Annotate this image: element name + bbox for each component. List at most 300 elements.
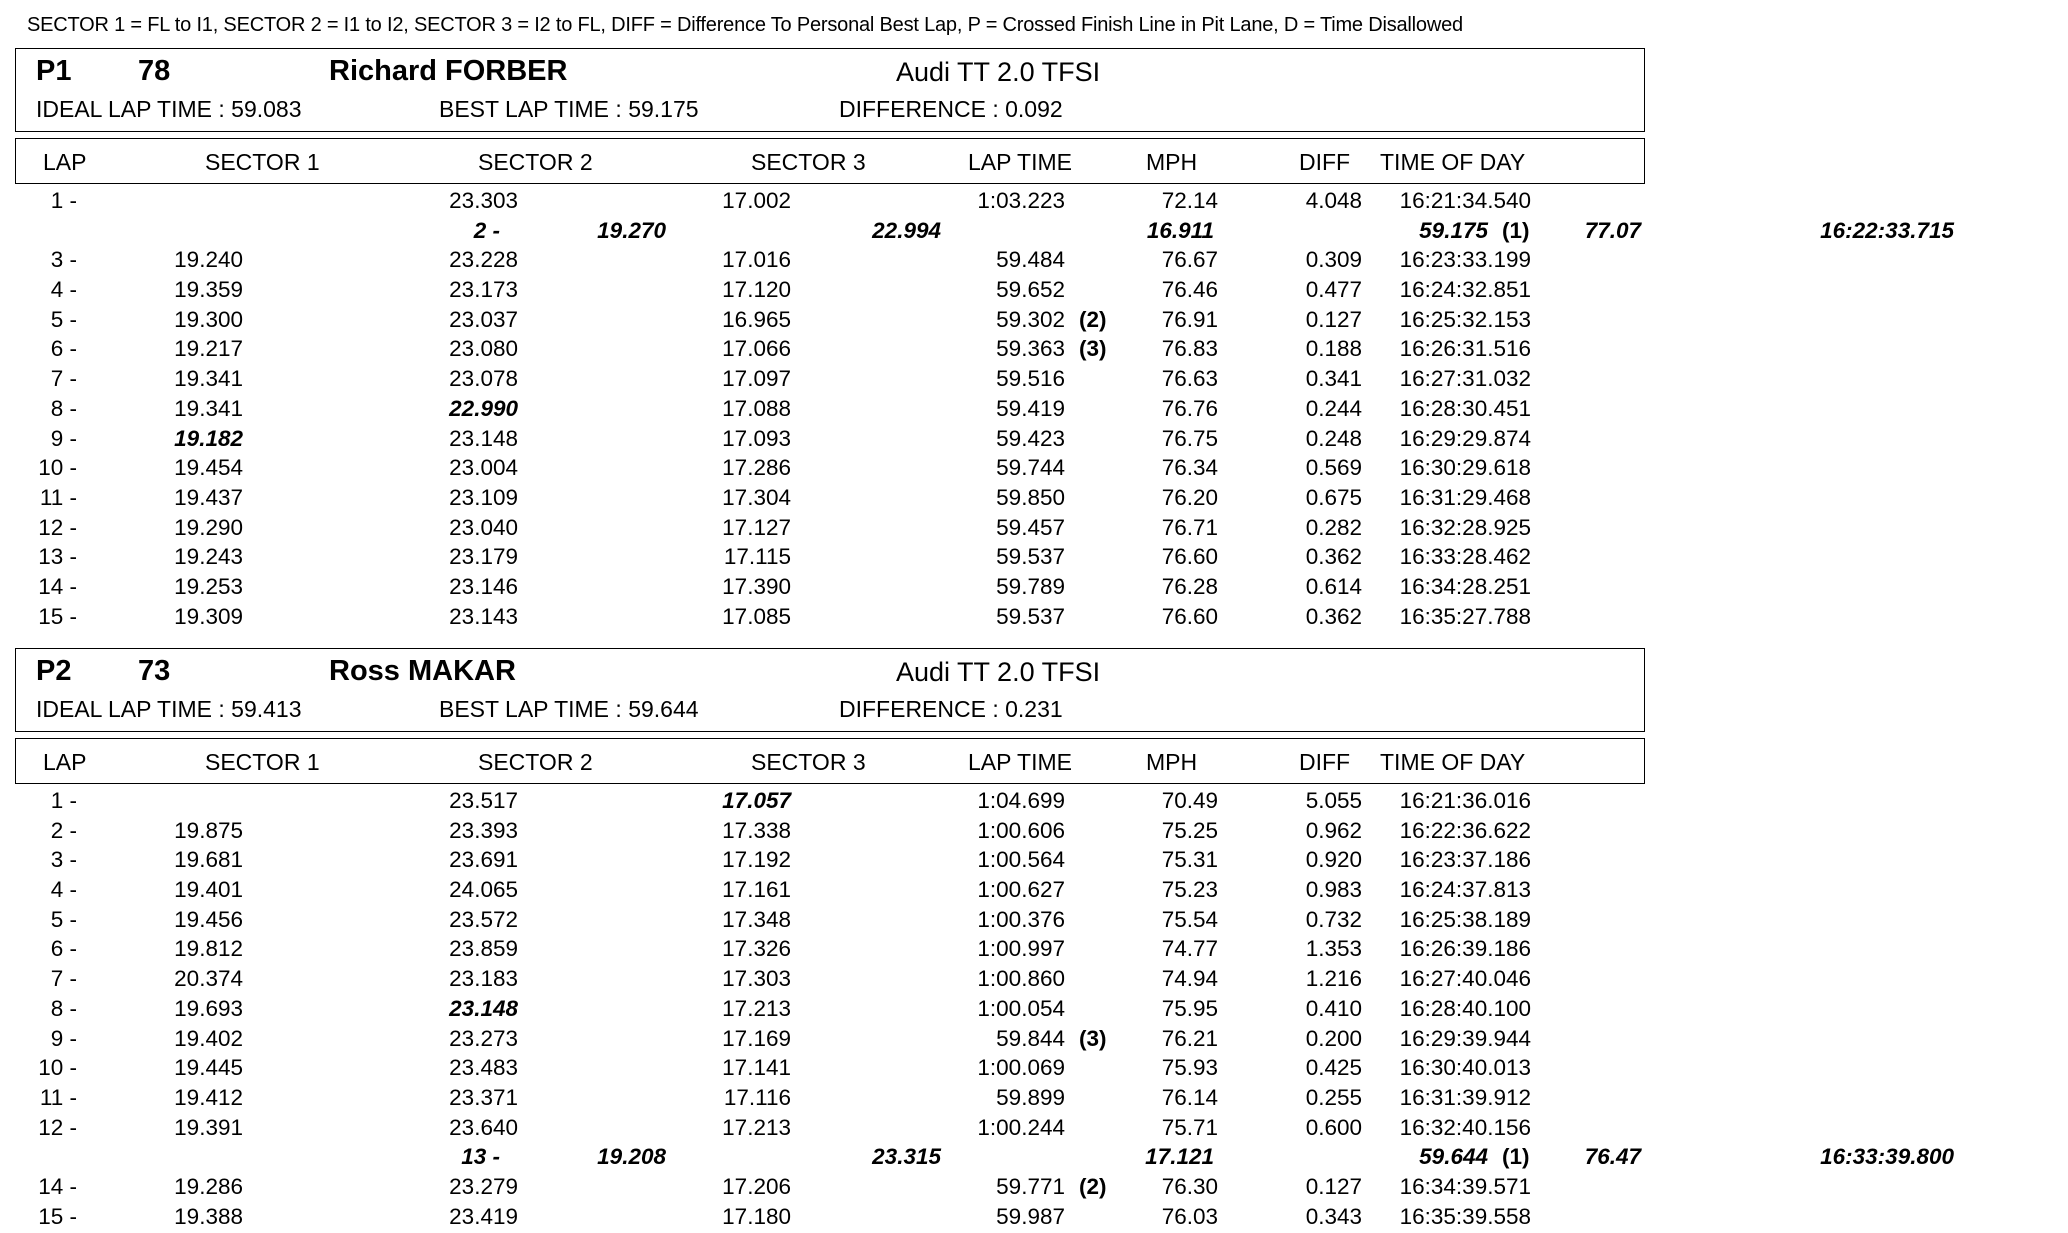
table-row: [15, 996, 1645, 1026]
cell-lap: 9 -: [50, 1025, 77, 1051]
best-lap-time: BEST LAP TIME : 59.175: [439, 96, 699, 122]
cell-sector-2: 23.183: [449, 966, 518, 992]
lap-difference: DIFFERENCE : 0.231: [839, 696, 1063, 722]
cell-time-of-day: 16:24:32.851: [1399, 277, 1531, 303]
cell-lap-time: 59.175: [1419, 217, 1488, 243]
cell-lap: 4 -: [50, 877, 77, 903]
cell-sector-3: 17.161: [722, 877, 791, 903]
cell-sector-3: 17.286: [722, 455, 791, 481]
cell-lap: 11 -: [39, 1084, 77, 1110]
cell-sector-2: 23.572: [449, 906, 518, 932]
cell-lap-time: 59.789: [996, 573, 1065, 599]
driver-name: Richard FORBER: [329, 55, 568, 87]
cell-sector-3: 17.169: [722, 1025, 791, 1051]
cell-sector-3: 17.120: [722, 277, 791, 303]
cell-lap-time: 1:00.564: [977, 847, 1065, 873]
cell-sector-1: 19.341: [174, 395, 243, 421]
cell-sector-2: 22.994: [872, 217, 941, 243]
double-rule: [15, 131, 1645, 139]
cell-mph: 76.14: [1161, 1084, 1218, 1110]
cell-time-of-day: 16:27:40.046: [1399, 966, 1531, 992]
cell-diff: 0.127: [1305, 1173, 1362, 1199]
table-row: [15, 336, 1645, 366]
cell-mph: 76.71: [1161, 514, 1218, 540]
cell-rank: (1): [1502, 1144, 1530, 1170]
table-row: [15, 907, 1645, 937]
cell-diff: 0.569: [1305, 455, 1362, 481]
cell-lap: 2 -: [473, 217, 500, 243]
cell-lap: 13 -: [38, 544, 77, 570]
table-row: [15, 188, 1645, 218]
cell-mph: 76.75: [1161, 425, 1218, 451]
cell-sector-3: 17.348: [722, 906, 791, 932]
cell-lap-time: 1:00.860: [977, 966, 1065, 992]
cell-lap-time: 1:00.997: [977, 936, 1065, 962]
cell-sector-2: 23.371: [449, 1084, 518, 1110]
cell-lap: 8 -: [50, 995, 77, 1021]
cell-diff: 1.353: [1305, 936, 1362, 962]
cell-mph: 76.91: [1161, 306, 1218, 332]
cell-lap: 6 -: [50, 336, 77, 362]
table-row: [15, 818, 1645, 848]
cell-lap-time: 59.484: [996, 247, 1065, 273]
cell-sector-3: 17.085: [722, 603, 791, 629]
cell-diff: 0.255: [1305, 1084, 1362, 1110]
cell-sector-3: 17.180: [722, 1203, 791, 1229]
cell-sector-1: 19.309: [174, 603, 243, 629]
cell-diff: 0.188: [1305, 336, 1362, 362]
cell-mph: 76.67: [1161, 247, 1218, 273]
table-row: [15, 604, 1645, 634]
cell-time-of-day: 16:24:37.813: [1399, 877, 1531, 903]
table-row: [15, 277, 1645, 307]
cell-time-of-day: 16:22:33.715: [1820, 217, 1954, 243]
cell-sector-1: 19.217: [174, 336, 243, 362]
table-row: [15, 455, 1645, 485]
cell-sector-3: 17.115: [723, 544, 791, 570]
cell-lap-time: 1:03.223: [977, 188, 1065, 213]
cell-sector-2: 23.859: [449, 936, 518, 962]
cell-mph: 75.71: [1161, 1114, 1218, 1140]
cell-mph: 77.07: [1584, 217, 1641, 243]
cell-sector-1: 19.270: [597, 217, 666, 243]
cell-lap: 7 -: [50, 366, 77, 392]
cell-time-of-day: 16:28:40.100: [1399, 995, 1531, 1021]
col-sector-1: SECTOR 1: [205, 149, 320, 175]
cell-lap: 13 -: [461, 1144, 500, 1170]
cell-time-of-day: 16:23:33.199: [1399, 247, 1531, 273]
cell-sector-3: 17.390: [722, 573, 791, 599]
cell-sector-3: 17.192: [722, 847, 791, 873]
col-sector-2: SECTOR 2: [478, 149, 593, 175]
cell-diff: 0.600: [1305, 1114, 1362, 1140]
cell-sector-2: 23.517: [449, 788, 518, 813]
cell-sector-3: 16.911: [1146, 217, 1214, 243]
cell-time-of-day: 16:26:31.516: [1399, 336, 1531, 362]
car-number: 73: [138, 655, 171, 687]
cell-time-of-day: 16:34:28.251: [1399, 573, 1531, 599]
col-sector-3: SECTOR 3: [751, 749, 866, 775]
cell-diff: 0.362: [1305, 544, 1362, 570]
cell-sector-1: 19.391: [174, 1114, 243, 1140]
cell-sector-3: 17.127: [722, 514, 791, 540]
table-row: [15, 788, 1645, 818]
cell-sector-2: 23.640: [449, 1114, 518, 1140]
cell-sector-2: 23.148: [449, 425, 518, 451]
cell-sector-2: 23.040: [449, 514, 518, 540]
cell-sector-2: 23.483: [449, 1055, 518, 1081]
cell-mph: 76.03: [1161, 1203, 1218, 1229]
cell-rank: (3): [1079, 336, 1107, 362]
cell-sector-3: 17.326: [722, 936, 791, 962]
table-row: [15, 366, 1645, 396]
cell-diff: 0.920: [1305, 847, 1362, 873]
cell-sector-3: 17.093: [722, 425, 791, 451]
cell-lap-time: 59.644: [1419, 1144, 1488, 1170]
col-time-of-day: TIME OF DAY: [1380, 749, 1526, 775]
cell-time-of-day: 16:23:37.186: [1399, 847, 1531, 873]
driver-position: P1: [36, 55, 72, 87]
driver-header: [15, 48, 1645, 131]
cell-sector-2: 23.393: [449, 817, 518, 843]
cell-sector-1: 20.374: [174, 966, 243, 992]
cell-lap: 14 -: [38, 573, 77, 599]
best-lap-time: BEST LAP TIME : 59.644: [439, 696, 699, 722]
cell-sector-2: 24.065: [449, 877, 518, 903]
table-row: [438, 1144, 2068, 1174]
cell-lap: 4 -: [50, 277, 77, 303]
cell-sector-1: 19.182: [174, 425, 243, 451]
cell-sector-3: 17.066: [722, 336, 791, 362]
col-time-of-day: TIME OF DAY: [1380, 149, 1526, 175]
table-row: [15, 1174, 1645, 1204]
cell-sector-3: 17.097: [722, 366, 791, 392]
cell-mph: 74.77: [1161, 936, 1218, 962]
cell-sector-3: 17.116: [723, 1084, 791, 1110]
cell-sector-3: 17.213: [722, 1114, 791, 1140]
driver-header: [15, 648, 1645, 731]
cell-sector-1: 19.681: [174, 847, 243, 873]
cell-time-of-day: 16:29:29.874: [1399, 425, 1531, 451]
cell-lap: 10 -: [38, 455, 77, 481]
car-model: Audi TT 2.0 TFSI: [896, 657, 1101, 687]
cell-diff: 0.477: [1305, 277, 1362, 303]
col-lap: LAP: [43, 749, 87, 775]
cell-diff: 0.127: [1305, 306, 1362, 332]
cell-mph: 72.14: [1161, 188, 1218, 213]
cell-lap-time: 59.516: [996, 366, 1065, 392]
cell-diff: 0.614: [1305, 573, 1362, 599]
col-sector-1: SECTOR 1: [205, 749, 320, 775]
cell-sector-1: 19.812: [174, 936, 243, 962]
cell-diff: 0.732: [1305, 906, 1362, 932]
cell-time-of-day: 16:27:31.032: [1399, 366, 1531, 392]
cell-mph: 75.93: [1161, 1055, 1218, 1081]
cell-sector-1: 19.240: [174, 247, 243, 273]
cell-time-of-day: 16:31:39.912: [1399, 1084, 1531, 1110]
cell-diff: 0.200: [1305, 1025, 1362, 1051]
table-row: [15, 966, 1645, 996]
cell-lap-time: 59.537: [996, 603, 1065, 629]
cell-time-of-day: 16:30:29.618: [1399, 455, 1531, 481]
cell-diff: 0.341: [1305, 366, 1362, 392]
cell-time-of-day: 16:32:28.925: [1399, 514, 1531, 540]
cell-lap: 12 -: [38, 514, 77, 540]
cell-rank: (2): [1079, 1173, 1107, 1199]
cell-mph: 76.28: [1161, 573, 1218, 599]
cell-time-of-day: 16:21:34.540: [1399, 188, 1531, 213]
cell-sector-3: 17.213: [722, 995, 791, 1021]
cell-time-of-day: 16:25:38.189: [1399, 906, 1531, 932]
cell-lap: 9 -: [50, 425, 77, 451]
cell-lap: 2 -: [50, 817, 77, 843]
car-number: 78: [138, 55, 171, 87]
cell-lap-time: 1:00.054: [977, 995, 1065, 1021]
cell-sector-2: 23.419: [449, 1203, 518, 1229]
table-row: [15, 847, 1645, 877]
cell-mph: 75.25: [1161, 817, 1218, 843]
cell-mph: 76.21: [1161, 1025, 1218, 1051]
table-row: [15, 485, 1645, 515]
cell-sector-2: 23.279: [449, 1173, 518, 1199]
cell-sector-3: 17.121: [1145, 1144, 1214, 1170]
cell-lap: 15 -: [38, 1203, 77, 1229]
cell-diff: 0.343: [1305, 1203, 1362, 1229]
column-headers: [15, 739, 1645, 784]
cell-sector-1: 19.388: [174, 1203, 243, 1229]
driver-block-1: [15, 48, 1954, 629]
cell-sector-1: 19.253: [174, 573, 243, 599]
cell-sector-3: 17.057: [722, 788, 791, 813]
cell-sector-3: 17.141: [722, 1055, 791, 1081]
cell-sector-2: 23.315: [872, 1144, 941, 1170]
cell-sector-3: 17.303: [722, 966, 791, 992]
cell-diff: 4.048: [1305, 188, 1362, 213]
cell-sector-2: 23.037: [449, 306, 518, 332]
cell-sector-1: 19.401: [174, 877, 243, 903]
cell-lap-time: 59.457: [996, 514, 1065, 540]
table-row: [15, 936, 1645, 966]
cell-sector-3: 17.304: [722, 484, 791, 510]
ideal-lap-time: IDEAL LAP TIME : 59.083: [36, 96, 302, 122]
cell-lap-time: 59.363: [996, 336, 1065, 362]
cell-time-of-day: 16:29:39.944: [1399, 1025, 1531, 1051]
cell-sector-1: 19.300: [174, 306, 243, 332]
cell-sector-3: 16.965: [722, 306, 791, 332]
cell-lap: 1 -: [50, 188, 77, 213]
table-row: [15, 877, 1645, 907]
cell-sector-2: 23.228: [449, 247, 518, 273]
cell-lap-time: 59.899: [996, 1084, 1065, 1110]
cell-sector-1: 19.456: [174, 906, 243, 932]
cell-sector-3: 17.002: [722, 188, 791, 213]
cell-sector-1: 19.290: [174, 514, 243, 540]
cell-lap-time: 59.419: [996, 395, 1065, 421]
column-headers: [15, 139, 1645, 184]
cell-diff: 0.962: [1305, 817, 1362, 843]
table-row: [15, 1055, 1645, 1085]
table-row: [15, 1115, 1645, 1145]
cell-sector-1: 19.693: [174, 995, 243, 1021]
cell-diff: 0.244: [1305, 395, 1362, 421]
cell-sector-2: 23.109: [449, 484, 518, 510]
cell-mph: 76.60: [1161, 603, 1218, 629]
cell-sector-2: 23.303: [449, 188, 518, 213]
cell-diff: 0.282: [1305, 514, 1362, 540]
cell-sector-2: 22.990: [449, 395, 518, 421]
cell-sector-1: 19.286: [174, 1173, 243, 1199]
cell-lap: 14 -: [38, 1173, 77, 1199]
table-row: [15, 1085, 1645, 1115]
cell-diff: 0.362: [1305, 603, 1362, 629]
col-diff: DIFF: [1299, 149, 1351, 175]
table-row: [15, 307, 1645, 337]
cell-time-of-day: 16:26:39.186: [1399, 936, 1531, 962]
car-model: Audi TT 2.0 TFSI: [896, 57, 1101, 87]
cell-lap-time: 59.771: [996, 1173, 1065, 1199]
col-mph: MPH: [1146, 749, 1198, 775]
cell-time-of-day: 16:35:27.788: [1399, 603, 1531, 629]
cell-lap: 3 -: [50, 847, 77, 873]
cell-lap: 8 -: [50, 395, 77, 421]
cell-mph: 74.94: [1161, 966, 1218, 992]
cell-mph: 75.54: [1161, 906, 1218, 932]
cell-lap: 1 -: [50, 788, 77, 813]
cell-time-of-day: 16:28:30.451: [1399, 395, 1531, 421]
cell-sector-2: 23.691: [449, 847, 518, 873]
cell-sector-1: 19.437: [174, 484, 243, 510]
cell-sector-1: 19.341: [174, 366, 243, 392]
cell-sector-3: 17.338: [722, 817, 791, 843]
cell-mph: 76.60: [1161, 544, 1218, 570]
cell-lap-time: 59.652: [996, 277, 1065, 303]
table-row: [15, 544, 1645, 574]
cell-time-of-day: 16:33:28.462: [1399, 544, 1531, 570]
table-row: [15, 574, 1645, 604]
driver-position: P2: [36, 655, 72, 687]
cell-lap: 6 -: [50, 936, 77, 962]
cell-rank: (3): [1079, 1025, 1107, 1051]
cell-sector-2: 23.273: [449, 1025, 518, 1051]
cell-mph: 76.47: [1584, 1144, 1641, 1170]
col-mph: MPH: [1146, 149, 1198, 175]
col-sector-2: SECTOR 2: [478, 749, 593, 775]
cell-diff: 0.675: [1305, 484, 1362, 510]
cell-mph: 75.95: [1161, 995, 1218, 1021]
cell-lap-time: 1:00.244: [977, 1114, 1065, 1140]
cell-sector-3: 17.088: [722, 395, 791, 421]
cell-rank: (2): [1079, 306, 1107, 332]
cell-lap: 5 -: [50, 306, 77, 332]
cell-diff: 0.410: [1305, 995, 1362, 1021]
cell-sector-2: 23.148: [449, 995, 518, 1021]
lap-table: [15, 188, 1954, 629]
cell-lap: 12 -: [38, 1114, 77, 1140]
cell-mph: 76.46: [1161, 277, 1218, 303]
table-row: [15, 426, 1645, 456]
cell-lap-time: 59.850: [996, 484, 1065, 510]
table-row: [15, 515, 1645, 545]
cell-sector-3: 17.016: [722, 247, 791, 273]
cell-mph: 76.30: [1161, 1173, 1218, 1199]
cell-time-of-day: 16:25:32.153: [1399, 306, 1531, 332]
cell-sector-1: 19.412: [174, 1084, 243, 1110]
cell-lap: 11 -: [39, 484, 77, 510]
table-row: [15, 396, 1645, 426]
cell-mph: 76.20: [1161, 484, 1218, 510]
col-sector-3: SECTOR 3: [751, 149, 866, 175]
cell-diff: 0.983: [1305, 877, 1362, 903]
cell-lap: 15 -: [38, 603, 77, 629]
cell-lap: 5 -: [50, 906, 77, 932]
cell-sector-1: 19.402: [174, 1025, 243, 1051]
col-lap: LAP: [43, 149, 87, 175]
cell-diff: 0.248: [1305, 425, 1362, 451]
cell-sector-2: 23.143: [449, 603, 518, 629]
cell-lap-time: 1:00.376: [977, 906, 1065, 932]
cell-sector-1: 19.359: [174, 277, 243, 303]
cell-diff: 0.309: [1305, 247, 1362, 273]
cell-lap-time: 59.423: [996, 425, 1065, 451]
cell-lap-time: 59.987: [996, 1203, 1065, 1229]
cell-lap-time: 1:00.606: [977, 817, 1065, 843]
cell-sector-2: 23.080: [449, 336, 518, 362]
driver-block-2: [15, 648, 1954, 1229]
cell-time-of-day: 16:30:40.013: [1399, 1055, 1531, 1081]
cell-time-of-day: 16:33:39.800: [1820, 1144, 1954, 1170]
ideal-lap-time: IDEAL LAP TIME : 59.413: [36, 696, 302, 722]
cell-time-of-day: 16:34:39.571: [1399, 1173, 1531, 1199]
table-row: [15, 247, 1645, 277]
cell-sector-2: 23.179: [449, 544, 518, 570]
cell-lap-time: 1:00.627: [977, 877, 1065, 903]
cell-lap-time: 59.302: [996, 306, 1065, 332]
cell-sector-1: 19.875: [174, 817, 243, 843]
cell-time-of-day: 16:35:39.558: [1399, 1203, 1531, 1229]
cell-sector-1: 19.445: [174, 1055, 243, 1081]
col-diff: DIFF: [1299, 749, 1351, 775]
cell-rank: (1): [1502, 217, 1530, 243]
cell-sector-1: 19.454: [174, 455, 243, 481]
col-lap-time: LAP TIME: [968, 149, 1072, 175]
lap-difference: DIFFERENCE : 0.092: [839, 96, 1063, 122]
cell-sector-3: 17.206: [722, 1173, 791, 1199]
cell-sector-1: 19.243: [174, 544, 243, 570]
cell-mph: 76.76: [1161, 395, 1218, 421]
cell-sector-2: 23.146: [449, 573, 518, 599]
cell-sector-2: 23.078: [449, 366, 518, 392]
legend-text: SECTOR 1 = FL to I1, SECTOR 2 = I1 to I2, SECTOR 3 = I2 to FL, DIFF = Difference To Personal Best Lap, P = Crossed Finish Line in Pit Lane, D = Time Disallowed: [27, 14, 1463, 36]
driver-name: Ross MAKAR: [329, 655, 516, 687]
double-rule: [15, 731, 1645, 739]
cell-lap-time: 59.844: [996, 1025, 1065, 1051]
cell-lap-time: 1:04.699: [977, 788, 1065, 813]
cell-lap: 3 -: [50, 247, 77, 273]
cell-lap-time: 59.537: [996, 544, 1065, 570]
lap-table: [15, 788, 1954, 1229]
cell-mph: 70.49: [1161, 788, 1218, 813]
cell-lap-time: 59.744: [996, 455, 1065, 481]
col-lap-time: LAP TIME: [968, 749, 1072, 775]
cell-time-of-day: 16:31:29.468: [1399, 484, 1531, 510]
cell-diff: 0.425: [1305, 1055, 1362, 1081]
cell-lap: 10 -: [38, 1055, 77, 1081]
table-row: [15, 1026, 1645, 1056]
cell-mph: 76.83: [1161, 336, 1218, 362]
cell-lap-time: 1:00.069: [977, 1055, 1065, 1081]
cell-time-of-day: 16:22:36.622: [1399, 817, 1531, 843]
cell-time-of-day: 16:32:40.156: [1399, 1114, 1531, 1140]
